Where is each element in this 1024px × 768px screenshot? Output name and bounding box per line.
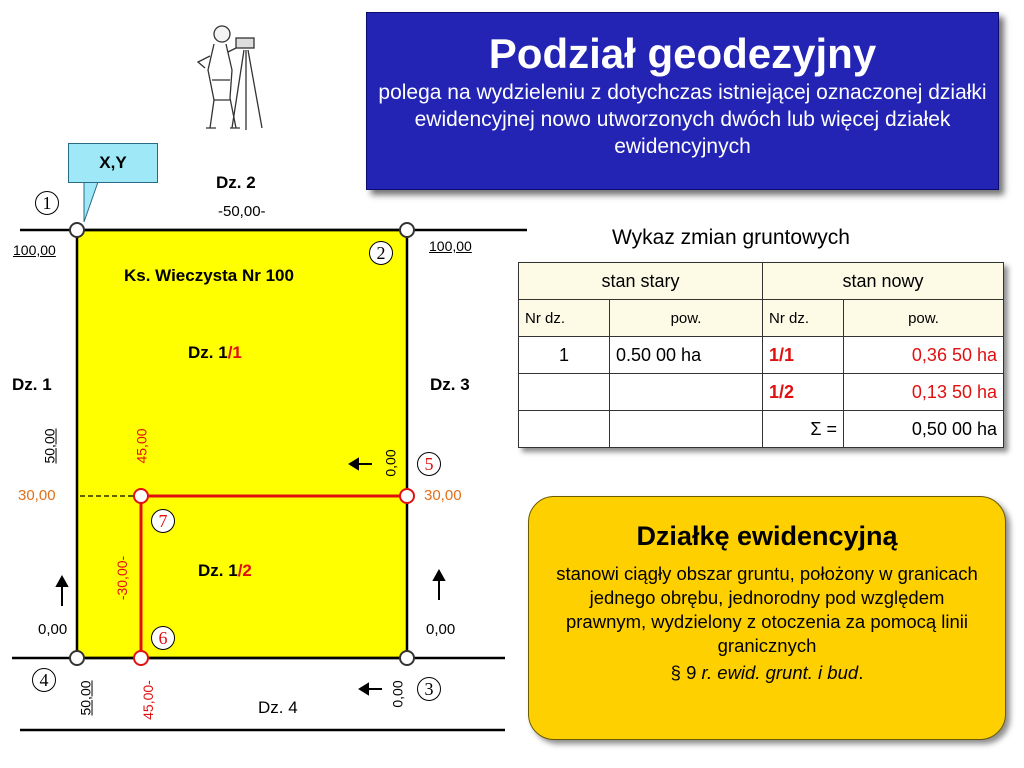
- vertex-5[interactable]: [400, 489, 414, 503]
- col-pow-old: pow.: [610, 300, 763, 337]
- cell-sum-value: 0,50 00 ha: [844, 411, 1004, 448]
- vertex-6[interactable]: [134, 651, 148, 665]
- page-title: Podział geodezyjny: [488, 30, 877, 77]
- cell-old-pow: 0.50 00 ha: [610, 337, 763, 374]
- right-zero-upper: 0,00: [382, 449, 399, 477]
- top-measure: -50,00-: [218, 203, 266, 220]
- cell-old-nr: 1: [519, 337, 610, 374]
- vertex-3[interactable]: [400, 651, 414, 665]
- left-side-measure: 50,00: [41, 428, 58, 464]
- point-7-marker: 7: [151, 509, 175, 533]
- parcel-left-label: Dz. 1: [12, 375, 52, 394]
- definition-heading: Działkę ewidencyjną: [636, 521, 898, 551]
- cell-new-pow: 0,36 50 ha: [844, 337, 1004, 374]
- cell-old-pow: [610, 411, 763, 448]
- red-middle-measure: -30,00-: [114, 555, 131, 601]
- cell-old-nr: [519, 411, 610, 448]
- left-zero-measure: 0,00: [38, 621, 68, 638]
- parcel-right-label: Dz. 3: [430, 375, 470, 394]
- left-bottom-measure: 50,00: [77, 680, 94, 716]
- right-offset-measure: 30,00: [424, 487, 462, 504]
- cell-new-nr: 1/2: [763, 374, 844, 411]
- reference-regulation: r. ewid. grunt. i bud: [701, 662, 859, 683]
- parcel-a-suffix: /1: [227, 343, 242, 362]
- definition-body: stanowi ciągły obszar gruntu, położony w granicach jednego obrębu, jednorodny pod względem prawnym, wydzielony z otoczenia za pomocą linii granicznych: [556, 563, 978, 656]
- callout-pointer: [84, 182, 98, 222]
- cell-sum-label: Σ =: [763, 411, 844, 448]
- col-pow-new: pow.: [844, 300, 1004, 337]
- right-zero-measure: 0,00: [426, 621, 456, 638]
- vertex-1[interactable]: [70, 223, 84, 237]
- red-upper-measure: 45,00: [133, 428, 150, 464]
- cell-old-nr: [519, 374, 610, 411]
- col-nr-new: Nr dz.: [763, 300, 844, 337]
- table-row: [519, 337, 1004, 374]
- parcel-top-label: Dz. 2: [216, 173, 256, 192]
- col-nr-old: Nr dz.: [519, 300, 610, 337]
- reference-suffix: .: [858, 662, 864, 683]
- title-box: [366, 12, 999, 190]
- definition-reference: [529, 662, 1005, 684]
- cell-new-nr: 1/1: [763, 337, 844, 374]
- surveyor-illustration: [198, 26, 262, 130]
- parcel-a-label: [188, 343, 242, 363]
- definition-box: [528, 496, 1006, 740]
- parcel-b-suffix: /2: [237, 561, 252, 580]
- point-5-marker: 5: [417, 452, 441, 476]
- cell-new-pow: 0,13 50 ha: [844, 374, 1004, 411]
- parcel-bottom-label: Dz. 4: [258, 698, 298, 717]
- parcel-a-prefix: Dz. 1: [188, 343, 228, 362]
- parcel-b-prefix: Dz. 1: [198, 561, 238, 580]
- vertex-7[interactable]: [134, 489, 148, 503]
- point-2-marker: 2: [369, 241, 393, 265]
- group-old-header: stan stary: [519, 263, 763, 300]
- table-row: [519, 411, 1004, 448]
- reference-prefix: § 9: [670, 662, 702, 683]
- table-title: Wykaz zmian gruntowych: [612, 226, 850, 249]
- land-changes-table: [518, 262, 1004, 448]
- coordinates-callout: X,Y: [68, 143, 158, 183]
- vertex-2[interactable]: [400, 223, 414, 237]
- red-bottom-measure: 45,00-: [139, 680, 156, 720]
- left-top-measure: 100,00: [13, 242, 56, 258]
- right-top-measure: 100,00: [429, 238, 472, 254]
- cell-old-pow: [610, 374, 763, 411]
- point-4-marker: 4: [32, 668, 56, 692]
- table-row: [519, 374, 1004, 411]
- parcel-b-label: [198, 561, 252, 581]
- point-6-marker: 6: [151, 626, 175, 650]
- point-3-marker: 3: [417, 677, 441, 701]
- point-1-marker: 1: [35, 191, 59, 215]
- right-zero-lower: 0,00: [389, 680, 406, 708]
- title-description: polega na wydzieleniu z dotychczas istniejącej oznaczonej działki ewidencyjnej nowo utworzonych dwóch lub więcej działek ewidencyjnych: [378, 81, 987, 158]
- left-offset-measure: 30,00: [18, 487, 56, 504]
- land-register-label: Ks. Wieczysta Nr 100: [124, 266, 294, 285]
- group-new-header: stan nowy: [763, 263, 1004, 300]
- vertex-4[interactable]: [70, 651, 84, 665]
